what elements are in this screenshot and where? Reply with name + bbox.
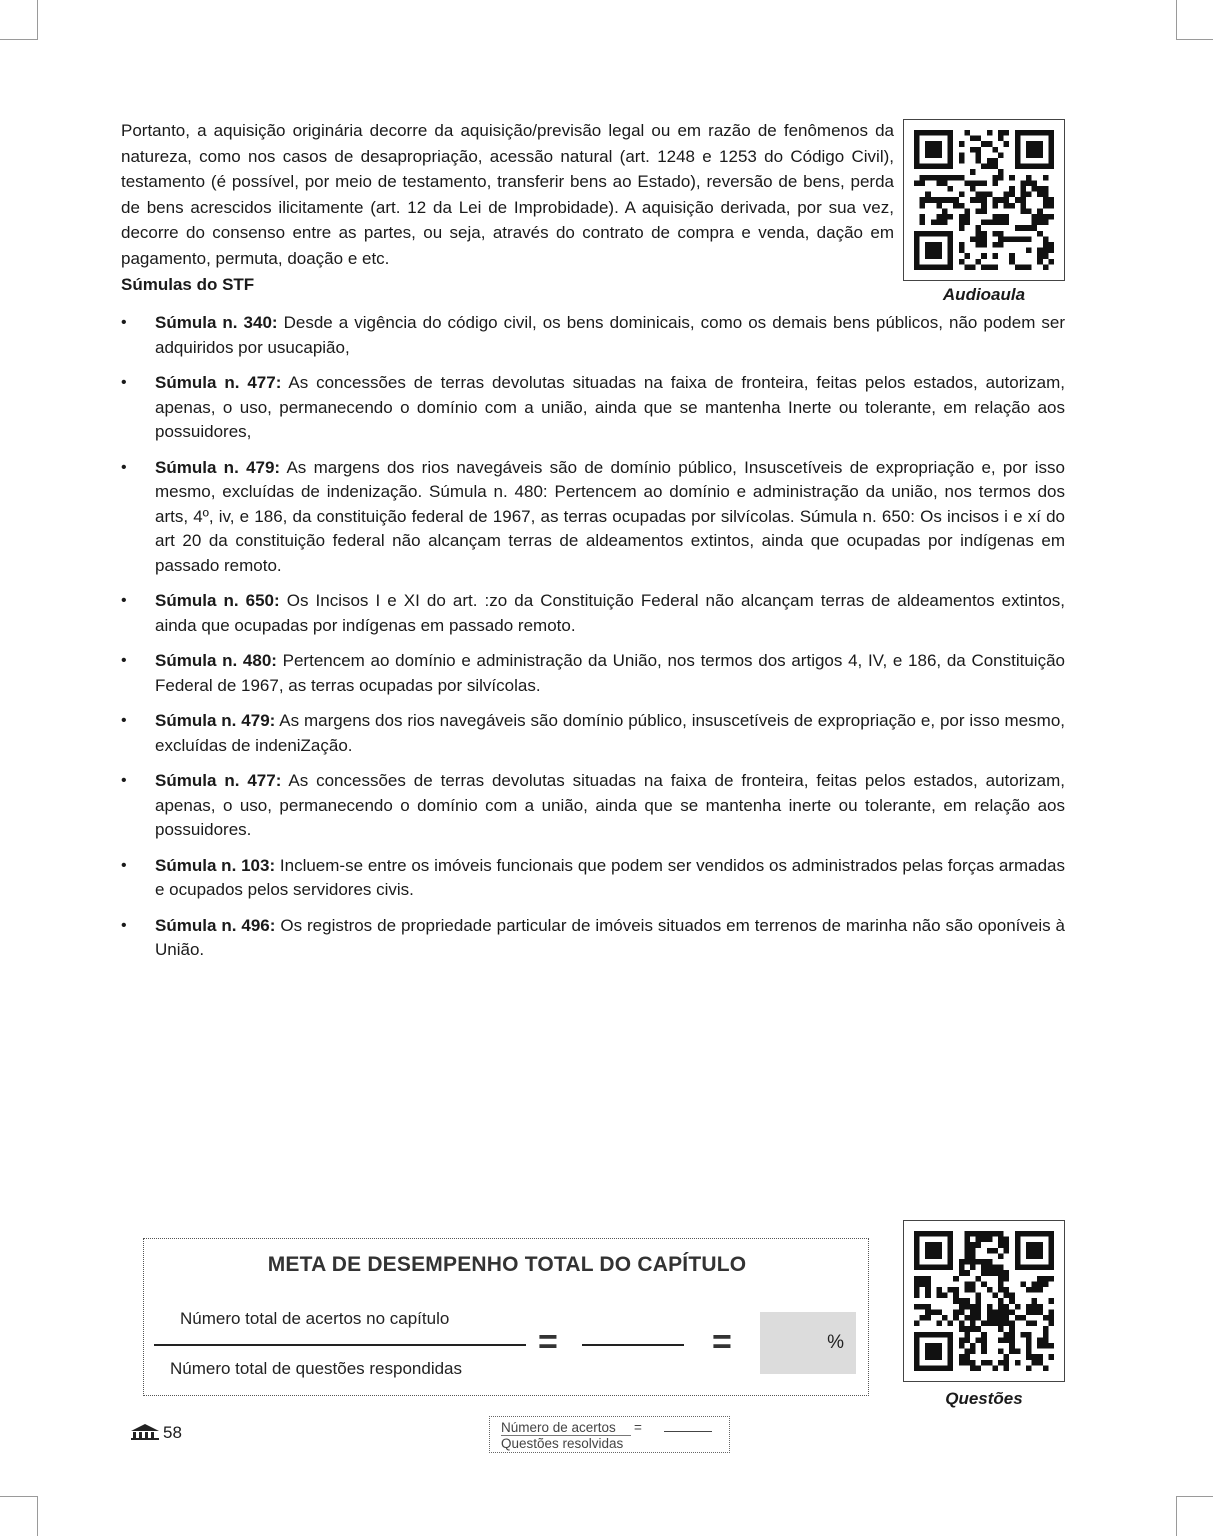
audioaula-qr-code[interactable]	[903, 119, 1065, 281]
bullet: •	[121, 592, 127, 609]
fraction-line	[154, 1344, 526, 1346]
meta-denominator: Número total de questões respondidas	[170, 1359, 463, 1378]
crop-mark	[1177, 1496, 1213, 1497]
sumula-text: Os registros de propriedade particular de imóveis situados em terrenos de marinha não são oponíveis à União.	[155, 915, 1065, 959]
list-item	[121, 456, 1065, 579]
page-number: 58	[163, 1423, 182, 1442]
percent-field[interactable]	[760, 1312, 856, 1374]
bullet: •	[121, 916, 127, 934]
list-item	[121, 649, 1065, 698]
sumula-text: As concessões de terras devolutas situadas na faixa de fronteira, feitas pelos estados, autorizam, apenas, o uso, permanecendo o domínio com a união, ainda que se mantenha Inerte ou tolerante, em relação aos possuidores,	[155, 373, 1066, 441]
sumula-ref: Súmula n. 650:	[155, 591, 280, 610]
crop-mark	[37, 0, 38, 40]
sumula-list	[121, 311, 1065, 974]
audioaula-caption: Audioaula	[942, 285, 1026, 304]
questoes-caption: Questões	[945, 1389, 1023, 1408]
answer-blank[interactable]	[582, 1344, 684, 1346]
sumula-ref: Súmula n. 103:	[155, 855, 276, 875]
qr-code-icon	[914, 1231, 1054, 1371]
qr-code-icon	[914, 130, 1054, 270]
sumula-ref: Súmula n. 479:	[155, 711, 276, 730]
list-item	[121, 589, 1065, 638]
list-item	[121, 371, 1065, 445]
questoes-qr-code[interactable]	[903, 1220, 1065, 1382]
bullet: •	[121, 856, 127, 874]
sumula-ref: Súmula n. 479:	[155, 457, 281, 477]
institution-icon	[130, 1423, 160, 1441]
sumula-text: As margens dos rios navegáveis são domínio público, insuscetíveis de expropriação e, por isso mesmo, excluídas de indeniZação.	[155, 711, 1066, 755]
percent-sign: %	[827, 1332, 844, 1353]
bullet: •	[121, 314, 127, 331]
sumula-ref: Súmula n. 477:	[155, 373, 282, 392]
equals-sign: =	[712, 1323, 732, 1361]
equals-sign: =	[538, 1323, 558, 1361]
acertos-label: Número de acertos	[501, 1420, 616, 1435]
section-title: Súmulas do STF	[121, 275, 255, 294]
bullet: •	[121, 772, 127, 789]
list-item	[121, 311, 1065, 360]
crop-mark	[37, 1496, 38, 1536]
meta-title: META DE DESEMPENHO TOTAL DO CAPÍTULO	[267, 1253, 747, 1276]
sumula-ref: Súmula n. 480:	[155, 651, 277, 670]
bullet: •	[121, 652, 127, 669]
equals-sign: =	[634, 1420, 642, 1435]
meta-desempenho-box	[143, 1238, 869, 1396]
bullet: •	[121, 712, 127, 729]
list-item	[121, 769, 1065, 843]
list-item	[121, 709, 1065, 758]
meta-numerator: Número total de acertos no capítulo	[180, 1309, 450, 1328]
sumula-text: As concessões de terras devolutas situadas na faixa de fronteira, feitas pelos estados, autorizam, apenas, o uso, permanecendo o domínio com a união, ainda que se mantenha inerte ou tolerante, em relação aos possuidores.	[155, 771, 1066, 839]
questoes-label: Questões resolvidas	[501, 1436, 624, 1451]
crop-mark	[0, 1496, 37, 1497]
crop-mark	[1176, 1496, 1177, 1536]
sumula-text: Desde a vigência do código civil, os bens dominicais, como os demais bens públicos, não podem ser adquiridos por usucapião,	[155, 313, 1065, 357]
sumula-ref: Súmula n. 496:	[155, 915, 276, 935]
sumula-text: As margens dos rios navegáveis são de domínio público, Insuscetíveis de expropriação e, por isso mesmo, excluídas de indenização. Súmula n. 480: Pertencem ao domínio e administração da união, nos termos dos arts, 4º, iv, e 186, da constituição federal de 1967, as terras ocupadas por silvícolas. Súmula n. 650: Os incisos i e xí do art 20 da constituição federal não alcançam terras de aldeamentos extintos, ainda que ocupadas por indígenas em passado remoto.	[155, 457, 1066, 575]
crop-mark	[1176, 0, 1177, 40]
list-item	[121, 854, 1065, 903]
sumula-ref: Súmula n. 340:	[155, 313, 278, 332]
list-item	[121, 914, 1065, 963]
sumula-text: Os Incisos I e XI do art. :zo da Constituição Federal não alcançam terras de aldeamentos extintos, ainda que ocupadas por indígenas em passado remoto.	[155, 591, 1065, 635]
sumula-text: Incluem-se entre os imóveis funcionais que podem ser vendidos os administrados pelas forças armadas e ocupados pelos servidores civis.	[155, 855, 1065, 899]
acertos-box	[489, 1416, 730, 1453]
sumula-text: Pertencem ao domínio e administração da União, nos termos dos artigos 4, IV, e 186, da Constituição Federal de 1967, as terras ocupadas por silvícolas.	[155, 651, 1065, 695]
intro-paragraph: Portanto, a aquisição originária decorre da aquisição/previsão legal ou em razão de fenômenos da natureza, como nos casos de desapropriação, acessão natural (art. 1248 e 1253 do Código Civil), testamento (é possível, por meio de testamento, transferir bens ao Estado), reversão de bens, perda de bens acrescidos ilicitamente (art. 12 da Lei de Improbidade). A aquisição derivada, por sua vez, decorre do consenso entre as partes, ou seja, através do contrato de compra e venda, dação em pagamento, permuta, doação e etc.	[121, 121, 894, 268]
sumula-ref: Súmula n. 477:	[155, 771, 282, 790]
crop-mark	[1177, 39, 1213, 40]
crop-mark	[0, 39, 37, 40]
bullet: •	[121, 374, 127, 391]
bullet: •	[121, 458, 127, 476]
answer-blank[interactable]	[664, 1431, 712, 1432]
